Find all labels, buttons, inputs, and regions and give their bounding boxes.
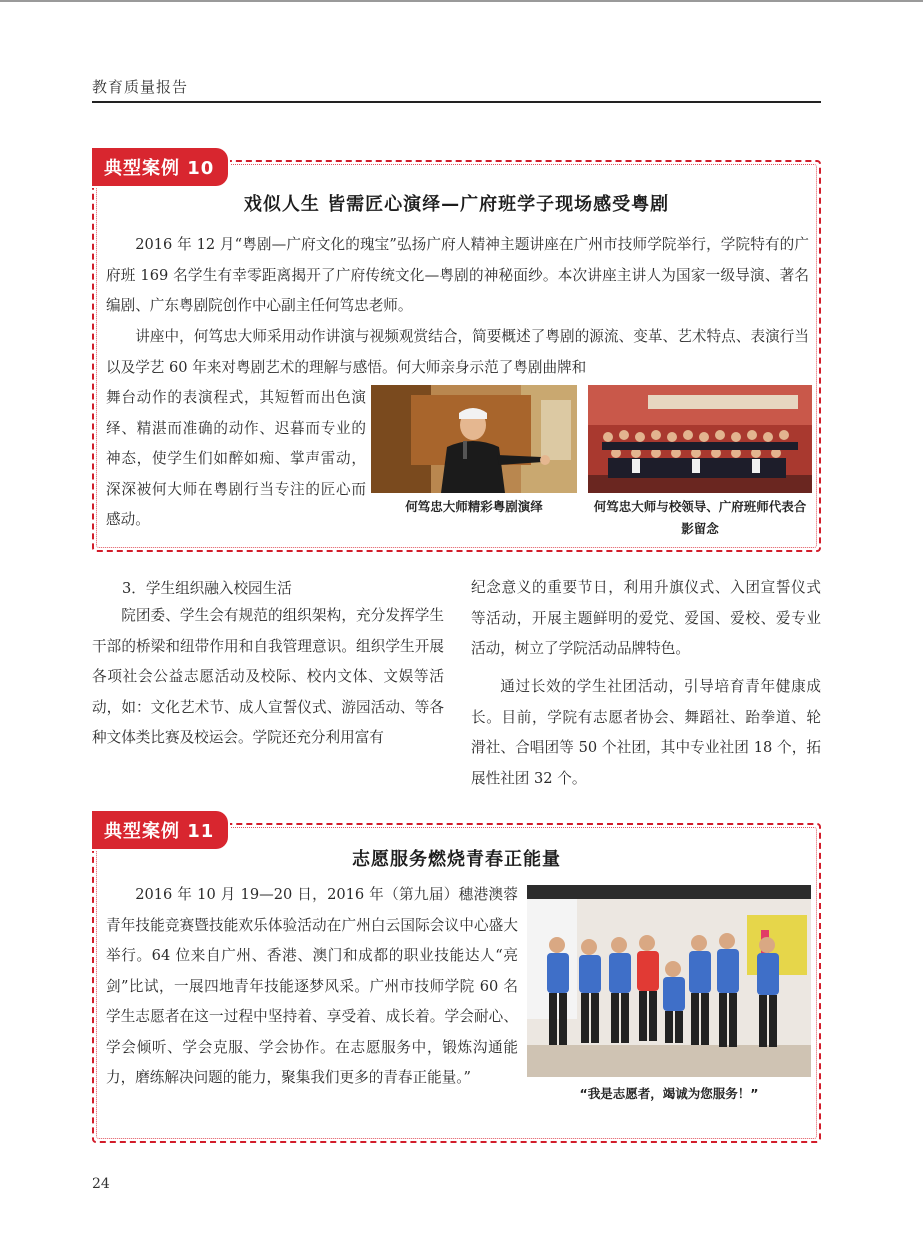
photo-master-performance-caption: 何笃忠大师精彩粤剧演绎: [405, 499, 543, 514]
volunteers-image: [527, 885, 811, 1077]
photo-volunteers: [527, 885, 811, 1077]
photo-group-picture-caption: 何笃忠大师与校领导、广府班师代表合影留念: [593, 499, 807, 536]
page-number: 24: [92, 1176, 110, 1192]
case-11-title: 志愿服务燃烧青春正能量: [352, 849, 561, 870]
case-11-paragraph: 2016 年 10 月 19—20 日，2016 年（第九届）穗港澳蓉青年技能竞赛暨技能欢乐体验活动在广州白云国际会议中心盛大举行。64 位来自广州、香港、澳门和成都的职业技能达人“亮剑”比试，一展四地青年技能逐梦风采。广州市技师学院 60 名学生志愿者在这一过程中坚持着、享受着、成长着。学会耐心、学会倾听、学会克服、学会协作。在志愿服务中，锻炼沟通能力，磨练解决问题的能力，聚集我们更多的青春正能量。”: [106, 886, 518, 1086]
case-10-paragraph-1: 2016 年 12 月“粤剧—广府文化的瑰宝”弘扬广府人精神主题讲座在广州市技师学院举行，学院特有的广府班 169 名学生有幸零距离揭开了广府传统文化—粤剧的神秘面纱。本次讲座主讲人为国家一级导演、著名编剧、广东粤剧院创作中心副主任何笃忠老师。: [106, 236, 809, 314]
header-rule: [92, 101, 821, 103]
section-3-heading: 3．学生组织融入校园生活: [122, 580, 292, 597]
top-rule: [0, 0, 923, 2]
case-10-box: [92, 160, 821, 552]
performance-image: [371, 385, 577, 493]
case-10-paragraph-2-side: 舞台动作的表演程式，其短暂而出色演绎、精湛而准确的动作、迟暮而专业的神态，使学生们如醉如痴、掌声雷动，深深被何大师在粤剧行当专注的匠心而感动。: [106, 389, 366, 528]
photo-group-picture: [588, 385, 812, 493]
section-3-right-column-2: 通过长效的学生社团活动，引导培育青年健康成长。目前，学院有志愿者协会、舞蹈社、跆拳道、轮滑社、合唱团等 50 个社团，其中专业社团 18 个，拓展性社团 32 个。: [471, 678, 821, 787]
running-header: 教育质量报告: [92, 78, 189, 96]
case-10-tag: 典型案例 10: [92, 148, 228, 186]
section-3-left-column: 院团委、学生会有规范的组织架构，充分发挥学生干部的桥梁和纽带作用和自我管理意识。组织学生开展各项社会公益志愿活动及校际、校内文体、文娱等活动，如：文化艺术节、成人宣誓仪式、游园活动、等各种文体类比赛及校运会。学院还充分利用富有: [92, 607, 444, 746]
photo-master-performance: [371, 385, 577, 493]
photo-volunteers-caption: “我是志愿者，竭诚为您服务！”: [579, 1086, 759, 1101]
case-10-paragraph-2-top: 讲座中，何笃忠大师采用动作讲演与视频观赏结合，简要概述了粤剧的源流、变革、艺术特点、表演行当以及学艺 60 年来对粤剧艺术的理解与感悟。何大师亲身示范了粤剧曲牌和: [106, 328, 809, 376]
section-3-right-column-1: 纪念意义的重要节日，利用升旗仪式、入团宣誓仪式等活动，开展主题鲜明的爱党、爱国、爱校、爱专业活动，树立了学院活动品牌特色。: [471, 579, 821, 657]
group-image: [588, 385, 812, 493]
case-11-box: [92, 823, 821, 1143]
case-10-title: 戏似人生 皆需匠心演绎—广府班学子现场感受粤剧: [243, 194, 670, 215]
case-11-tag: 典型案例 11: [92, 811, 228, 849]
